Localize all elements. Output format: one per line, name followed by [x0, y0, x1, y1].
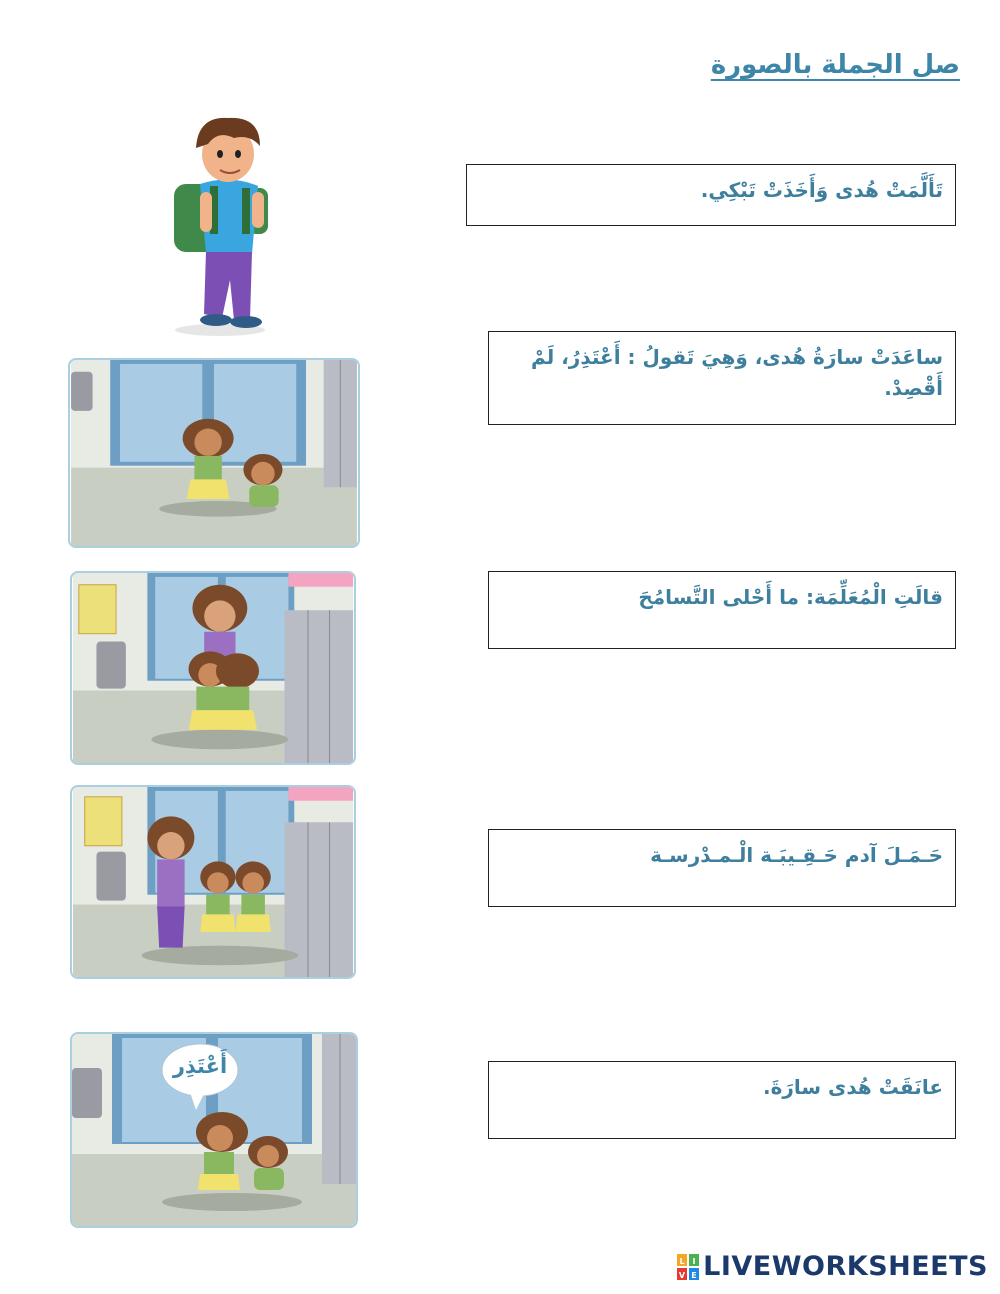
- liveworksheets-mark-icon: [677, 1254, 699, 1280]
- sentence-box-5[interactable]: عانَقَتْ هُدى سارَةَ.: [488, 1061, 956, 1139]
- svg-text:L: L: [679, 1256, 685, 1266]
- sentence-box-1[interactable]: تَأَلَّمَتْ هُدى وَأَخَذَتْ تَبْكِي.: [466, 164, 956, 226]
- boy-with-backpack-image: [130, 108, 300, 340]
- liveworksheets-logo: [677, 1251, 988, 1282]
- sentence-box-3[interactable]: قالَتِ الْمُعَلِّمَة: ما أَحْلى التَّسامُحَ: [488, 571, 956, 649]
- page-title: صل الجملة بالصورة: [710, 50, 960, 80]
- scene-teacher-hug-image: [70, 571, 356, 765]
- speech-bubble-text: أَعْتَذِر: [172, 1054, 228, 1078]
- scene-teacher-speaking-image: [70, 785, 356, 979]
- scene-girl-fell-image: [68, 358, 360, 548]
- scene-apology-image: [70, 1032, 358, 1228]
- svg-text:I: I: [692, 1256, 696, 1266]
- sentence-box-4[interactable]: حَـمَـلَ آدم حَـقِـيبَـة الْـمـدْرسـة: [488, 829, 956, 907]
- sentence-box-2[interactable]: ساعَدَتْ سارَةُ هُدى، وَهِيَ تَقولُ : أَعْتَذِرُ، لَمْ أَقْصِدْ.: [488, 331, 956, 425]
- svg-text:V: V: [679, 1270, 686, 1280]
- svg-text:E: E: [691, 1270, 697, 1280]
- liveworksheets-logo-text: LIVEWORKSHEETS: [703, 1251, 988, 1282]
